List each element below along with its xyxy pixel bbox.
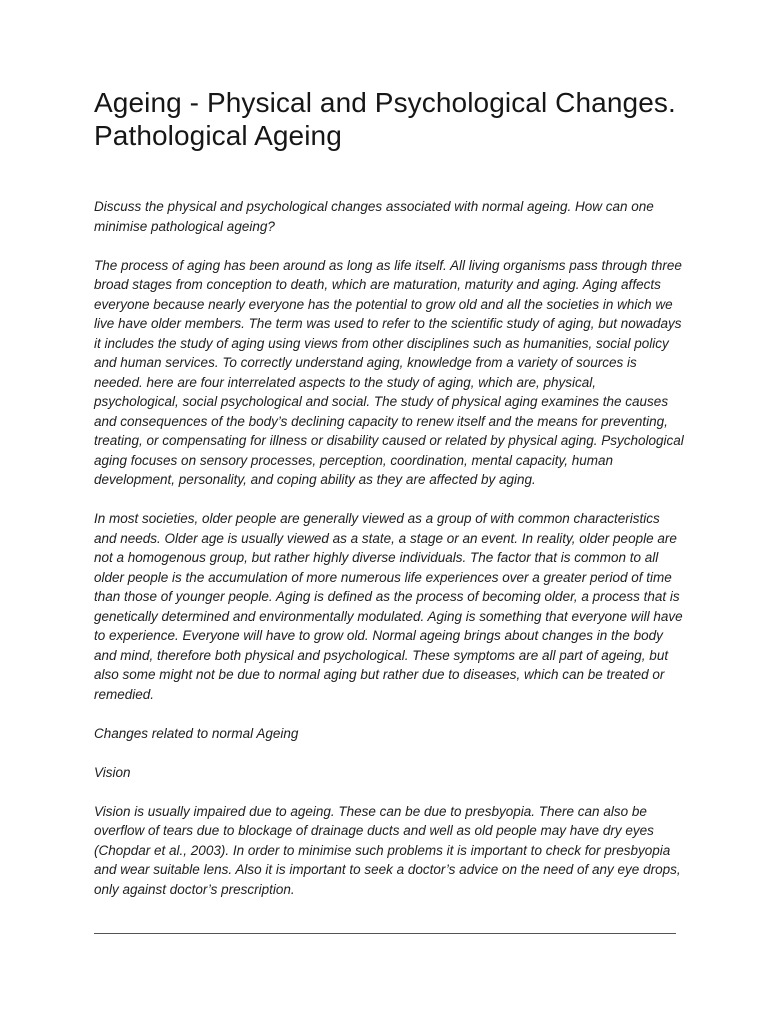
body-paragraph: In most societies, older people are generally viewed as a group of with common characteristics and needs. Older age is usually viewed as a state, a stage or an event. In reality, older people are not a homogenous group, but rather highly diverse individuals. The factor that is common to all older people is the accumulation of more numerous life experiences over a greater period of time than those of younger people. Aging is defined as the process of becoming older, a process that is genetically determined and environmentally modulated. Aging is something that everyone will have to experience. Everyone will have to grow old. Normal ageing brings about changes in the body and mind, therefore both physical and psychological. These symptoms are all part of ageing, but also some might not be due to normal aging but rather due to diseases, which can be treated or remedied.: [94, 511, 683, 702]
document-page: [94, 86, 684, 919]
body-paragraph: Vision is usually impaired due to ageing. These can be due to presbyopia. There can also be overflow of tears due to blockage of drainage ducts and well as old people may have dry eyes (Chopdar et al., 2003). In order to minimise such problems it is important to check for presbyopia and wear suitable lens. Also it is important to seek a doctor’s advice on the need of any eye drops, only against doctor’s prescription.: [94, 803, 681, 897]
section-heading: Changes related to normal Ageing: [94, 725, 299, 741]
subsection-heading: Vision: [94, 764, 131, 780]
document-title: Ageing - Physical and Psychological Changes. Pathological Ageing: [94, 87, 676, 151]
document-body: [94, 197, 684, 899]
essay-question: Discuss the physical and psychological changes associated with normal ageing. How can one minimise pathological ageing?: [94, 199, 654, 234]
body-paragraph: The process of aging has been around as long as life itself. All living organisms pass through three broad stages from conception to death, which are maturation, maturity and aging. Aging affects everyone because nearly everyone has the potential to grow old and all the societies in which we live have older members. The term was used to refer to the scientific study of aging, but nowadays it includes the study of aging using views from other disciplines such as humanities, social policy and human services. To correctly understand aging, knowledge from a variety of sources is needed. here are four interrelated aspects to the study of aging, which are, physical, psychological, social psychological and social. The study of physical aging examines the causes and consequences of the body’s declining capacity to renew itself and the means for preventing, treating, or compensating for illness or disability caused or related by physical aging. Psychological aging focuses on sensory processes, perception, coordination, mental capacity, human development, personality, and coping ability as they are affected by aging.: [94, 257, 684, 487]
footer-divider: [94, 933, 676, 934]
